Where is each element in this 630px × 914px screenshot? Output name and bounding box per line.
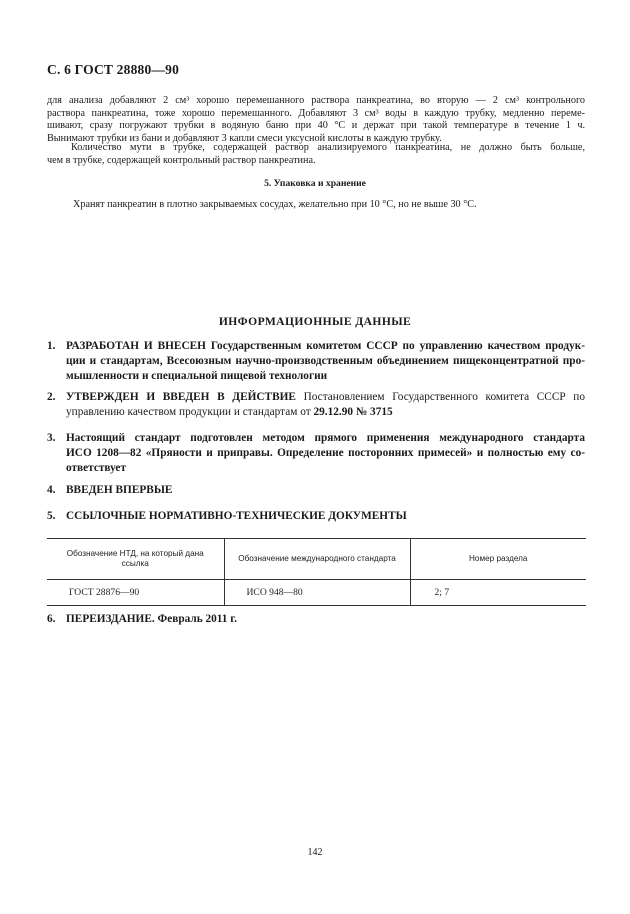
text-line: Настоящий стандарт подготовлен методом прямого применения международного стандарта [66,432,585,444]
item-text: Постановлением Государственного комитета СССР по [303,391,585,403]
item-number: 3. [47,432,56,444]
text-line: мышленности и специальной пищевой технологии [66,370,328,382]
turbidity-paragraph [47,142,585,167]
table-cell: ИСО 948—80 [224,580,410,606]
info-item-3 [47,431,585,476]
text-line [66,405,585,420]
column-header: Обозначение международного стандарта [224,539,410,580]
item-number: 5. [47,510,56,522]
text-line: ИСО 1208—82 «Пряности и приправы. Определение посторонних примесей» и полностью ему со- [66,447,585,459]
item-text: ПЕРЕИЗДАНИЕ. Февраль 2011 г. [66,613,237,625]
item-number: 4. [47,484,56,496]
text-line: раствора панкреатина, тоже хорошо перемешанного. Добавляют 3 см³ воды в каждую трубку, медленно переме- [47,107,585,119]
text-line [66,390,585,405]
text-line: для анализа добавляют 2 см³ хорошо перемешанного раствора панкреатина, во вторую — 2 см³ контрольного [47,95,585,106]
analysis-paragraph [47,95,585,145]
info-item-1 [47,339,585,384]
section-5-title: 5. Упаковка и хранение [264,178,366,189]
page-number: 142 [307,847,323,858]
text-line: шивают, сразу погружают трубки в водяную баню при 40 °С и держат при такой температуре в течение 1 ч. [47,120,585,132]
item-text: ВВЕДЕН ВПЕРВЫЕ [66,484,173,496]
table-cell: 2; 7 [410,580,586,606]
references-table [47,538,586,606]
info-item-2 [47,390,585,420]
info-item-4 [47,483,585,498]
text-line: чем в трубке, содержащей контрольный раствор панкреатина. [47,154,316,166]
column-header: Обозначение НТД, на который дана ссылка [47,539,224,580]
item-lead: УТВЕРЖДЕН И ВВЕДЕН В ДЕЙСТВИЕ [66,391,296,403]
decree-number: 29.12.90 № 3715 [313,406,393,418]
table-cell: ГОСТ 28876—90 [47,580,224,606]
item-number: 2. [47,391,56,403]
item-number: 1. [47,340,56,352]
page-header: С. 6 ГОСТ 28880—90 [47,62,180,77]
info-title: ИНФОРМАЦИОННЫЕ ДАННЫЕ [218,315,412,328]
text-line: Количество мути в трубке, содержащей раствор анализируемого панкреатина, не должно быть больше, [71,142,585,153]
table-row [47,580,586,606]
table-header-row [47,539,586,580]
text-line: ответствует [66,462,126,474]
item-number: 6. [47,613,56,625]
column-header: Номер раздела [410,539,586,580]
text-line: Вынимают трубки из бани и добавляют 3 капли смеси уксусной кислоты в каждую трубку. [47,132,442,144]
info-item-5 [47,509,585,524]
item-text: ССЫЛОЧНЫЕ НОРМАТИВНО-ТЕХНИЧЕСКИЕ ДОКУМЕНТЫ [66,510,407,522]
item-text: управлению качеством продукции и стандартам от [66,406,311,418]
text-line: ции и стандартам, Всесоюзным научно-производственным объединением пищеконцентратной про- [66,355,585,367]
storage-text: Хранят панкреатин в плотно закрываемых сосудах, желательно при 10 °С, но не выше 30 °С. [73,199,477,210]
text-line: РАЗРАБОТАН И ВНЕСЕН Государственным комитетом СССР по управлению качеством продук- [66,340,585,352]
info-item-6 [47,612,585,627]
